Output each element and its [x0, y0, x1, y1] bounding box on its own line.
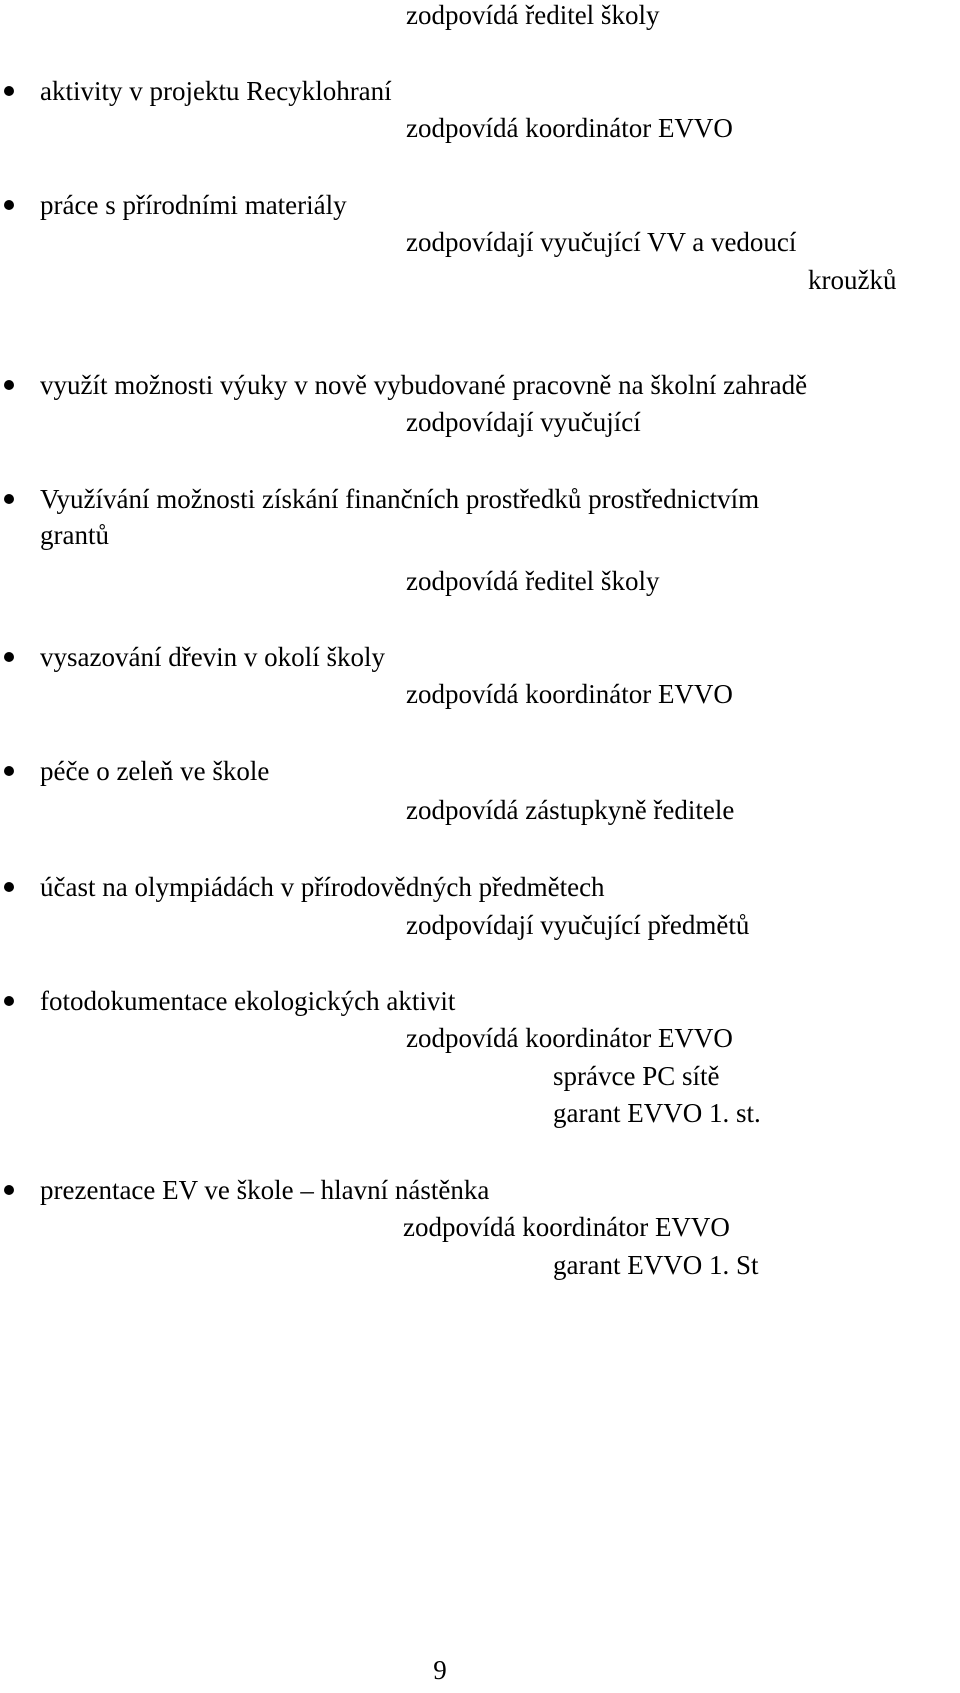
- bullet-icon: [4, 494, 14, 504]
- responsible-line: zodpovídá zástupkyně ředitele: [406, 795, 735, 825]
- item-text: prezentace EV ve škole – hlavní nástěnka: [40, 1175, 490, 1205]
- bullet-icon: [4, 652, 14, 662]
- bullet-icon: [4, 766, 14, 776]
- responsible-line: zodpovídá koordinátor EVVO: [406, 1023, 733, 1053]
- responsible-line: zodpovídají vyučující: [406, 407, 641, 437]
- item-text: vysazování dřevin v okolí školy: [40, 642, 385, 672]
- responsible-line: garant EVVO 1. st.: [553, 1098, 761, 1128]
- responsible-line: zodpovídá koordinátor EVVO: [406, 113, 733, 143]
- responsible-line: zodpovídá ředitel školy: [406, 566, 660, 596]
- responsible-line: zodpovídají vyučující předmětů: [406, 910, 750, 940]
- item-text: Využívání možnosti získání finančních prostředků prostřednictvím: [40, 484, 760, 514]
- responsible-line: zodpovídá koordinátor EVVO: [406, 679, 733, 709]
- responsible-line: správce PC sítě: [553, 1061, 720, 1091]
- item-text: aktivity v projektu Recyklohraní: [40, 76, 392, 106]
- item-text: fotodokumentace ekologických aktivit: [40, 986, 456, 1016]
- item-text: grantů: [40, 520, 109, 550]
- responsible-line: zodpovídají vyučující VV a vedoucí: [406, 227, 797, 257]
- bullet-icon: [4, 200, 14, 210]
- item-text: účast na olympiádách v přírodovědných předmětech: [40, 872, 605, 902]
- bullet-icon: [4, 1185, 14, 1195]
- responsible-line: kroužků: [808, 265, 897, 295]
- item-text: práce s přírodními materiály: [40, 190, 347, 220]
- item-text: péče o zeleň ve škole: [40, 756, 270, 786]
- page-number: 9: [433, 1655, 447, 1685]
- item-text: využít možnosti výuky v nově vybudované pracovně na školní zahradě: [40, 370, 808, 400]
- responsible-line: zodpovídá koordinátor EVVO: [403, 1212, 730, 1242]
- responsible-line: garant EVVO 1. St: [553, 1250, 759, 1280]
- responsible-line: zodpovídá ředitel školy: [406, 0, 660, 30]
- bullet-icon: [4, 996, 14, 1006]
- bullet-icon: [4, 882, 14, 892]
- bullet-icon: [4, 380, 14, 390]
- bullet-icon: [4, 86, 14, 96]
